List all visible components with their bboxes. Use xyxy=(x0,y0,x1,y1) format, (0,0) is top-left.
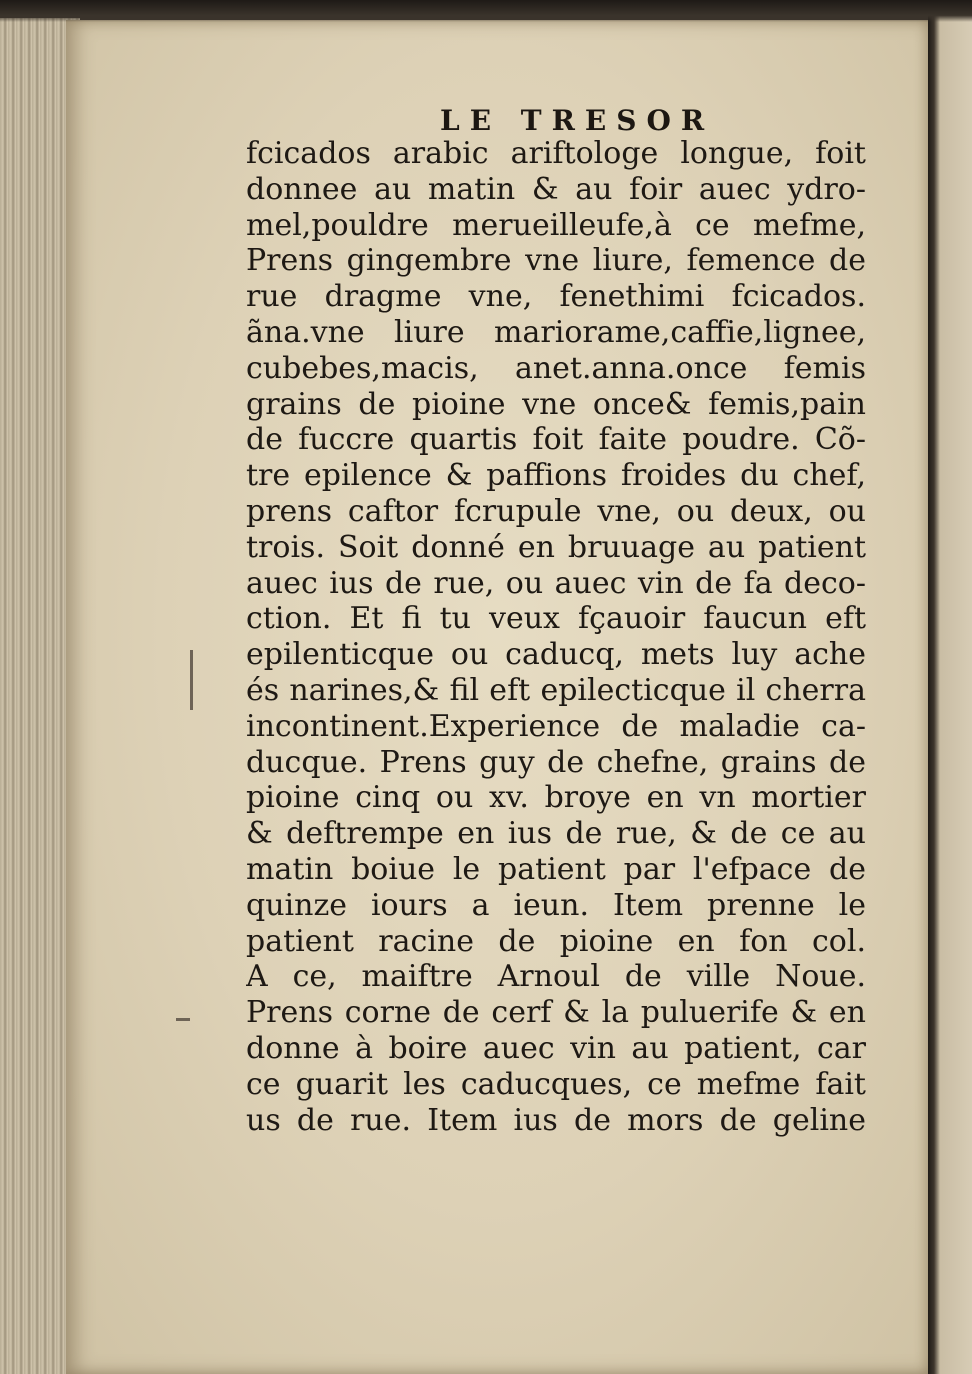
text-line: rue dragme vne, fenethimi fcicados. xyxy=(246,279,866,315)
facing-page-edge xyxy=(928,0,972,1374)
text-line: patient racine de pioine en fon col. xyxy=(246,923,866,959)
text-line: incontinent.Experience de maladie ca- xyxy=(246,708,866,744)
text-line: quinze iours a ieun. Item prenne le xyxy=(246,887,866,923)
text-line: pioine cinq ou xv. broye en vn mortier xyxy=(246,780,866,816)
text-line: Prens corne de cerf & la puluerife & en xyxy=(246,995,866,1031)
text-line: tre epilence & paffions froides du chef, xyxy=(246,458,866,494)
text-line: ducque. Prens guy de chefne, grains de xyxy=(246,744,866,780)
text-line: mel,pouldre merueilleufe,à ce mefme, xyxy=(246,207,866,243)
text-line: epilenticque ou caducq, mets luy ache xyxy=(246,637,866,673)
text-line: de fuccre quartis foit faite poudre. Cõ- xyxy=(246,422,866,458)
text-line: donnee au matin & au foir auec ydro- xyxy=(246,171,866,207)
text-line: grains de pioine vne once& femis,pain xyxy=(246,386,866,422)
text-line: & deftrempe en ius de rue, & de ce au xyxy=(246,816,866,852)
text-line: és narines,& fil eft epilecticque il cherra xyxy=(246,672,866,708)
text-line: A ce, maiftre Arnoul de ville Noue. xyxy=(246,959,866,995)
body-text xyxy=(246,136,866,1138)
text-line: ce guarit les caducques, ce mefme fait xyxy=(246,1066,866,1102)
text-line: ction. Et fi tu veux fçauoir faucun eft xyxy=(246,601,866,637)
text-line: donne à boire auec vin au patient, car xyxy=(246,1030,866,1066)
text-line: trois. Soit donné en bruuage au patient xyxy=(246,529,866,565)
margin-mark xyxy=(190,650,193,710)
binding-shadow xyxy=(0,0,972,22)
text-line: matin boiue le patient par l'efpace de xyxy=(246,851,866,887)
text-line: auec ius de rue, ou auec vin de fa deco- xyxy=(246,565,866,601)
text-line: Prens gingembre vne liure, femence de xyxy=(246,243,866,279)
text-line: cubebes,macis, anet.anna.once femis xyxy=(246,350,866,386)
text-line: fcicados arabic ariftologe longue, foit xyxy=(246,136,866,171)
text-line: us de rue. Item ius de mors de geline xyxy=(246,1102,866,1138)
text-line: prens caftor fcrupule vne, ou deux, ou xyxy=(246,493,866,529)
text-line: ãna.vne liure mariorame,caffie,lignee, xyxy=(246,314,866,350)
running-head: LE TRESOR xyxy=(440,104,715,137)
margin-mark xyxy=(176,1018,190,1021)
